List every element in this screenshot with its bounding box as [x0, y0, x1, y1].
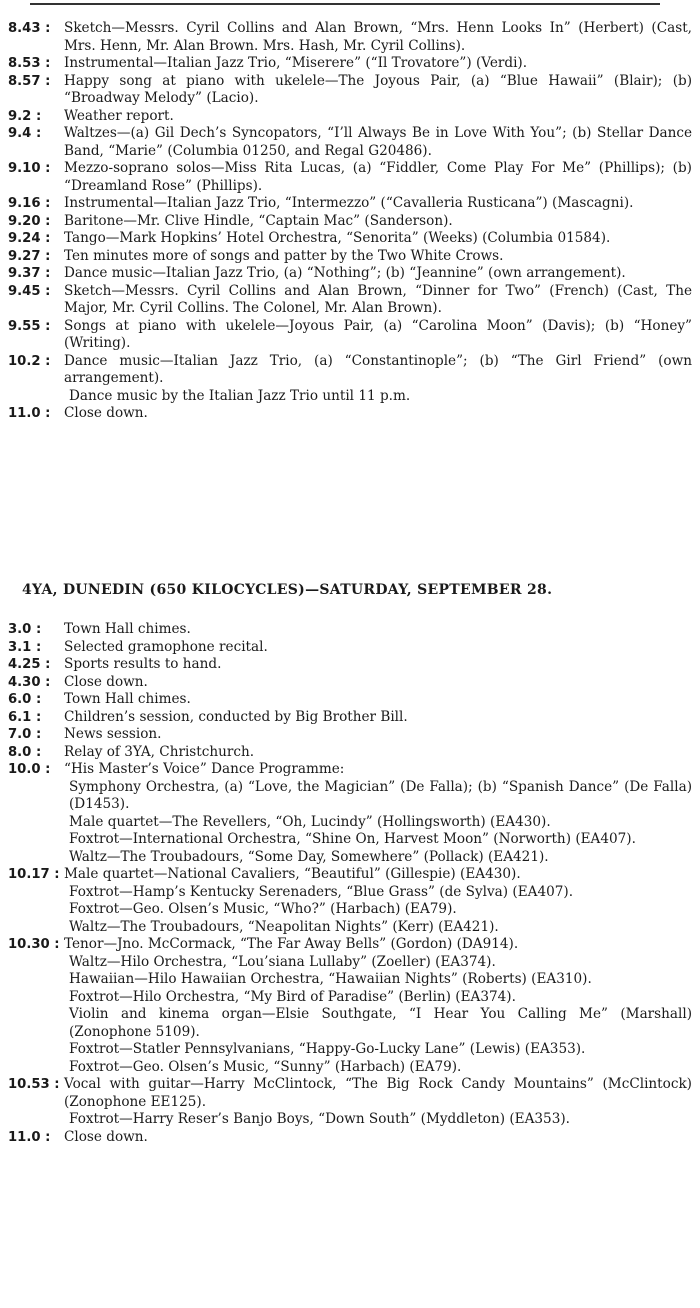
programme-description: Foxtrot—Geo. Olsen’s Music, “Sunny” (Harbach) (EA79). [69, 1058, 462, 1075]
programme-time: 6.0 : [8, 692, 42, 707]
programme-time: 9.37 : [8, 266, 51, 281]
programme-description: Dance music—Italian Jazz Trio, (a) “Nothing”; (b) “Jeannine” (own arrangement). [64, 265, 626, 281]
programme-description: Children’s session, conducted by Big Brother Bill. [64, 708, 408, 725]
programme-item [8, 230, 692, 248]
programme-item [8, 265, 692, 283]
programme-description: Foxtrot—Statler Pennsylvanians, “Happy-Go-Lucky Lane” (Lewis) (EA353). [69, 1041, 586, 1057]
programme-description: Violin and kinema organ—Elsie Southgate, “I Hear You Calling Me” (Marshall) (Zonophone 5109). [69, 1006, 692, 1040]
programme-time: 9.24 : [8, 231, 51, 246]
programme-item [8, 954, 692, 972]
station-heading: 4YA, DUNEDIN (650 KILOCYCLES)—SATURDAY, SEPTEMBER 28. [22, 582, 553, 598]
programme-description: Foxtrot—International Orchestra, “Shine On, Harvest Moon” (Norworth) (EA407). [69, 831, 636, 847]
programme-item [8, 283, 692, 318]
programme-item [8, 318, 692, 353]
programme-item [8, 639, 692, 657]
programme-item [8, 674, 692, 692]
programme-list-part-1 [8, 20, 692, 423]
programme-description: Selected gramophone recital. [64, 638, 268, 655]
programme-description: Foxtrot—Harry Reser’s Banjo Boys, “Down South” (Myddleton) (EA353). [69, 1111, 570, 1127]
programme-description: Vocal with guitar—Harry McClintock, “The Big Rock Candy Mountains” (McClintock) (Zonophone EE125). [64, 1076, 692, 1110]
programme-item [8, 195, 692, 213]
programme-time: 11.0 : [8, 1129, 51, 1145]
programme-description: Waltz—Hilo Orchestra, “Lou’siana Lullaby” (Zoeller) (EA374). [69, 953, 496, 970]
programme-description: Mezzo-soprano solos—Miss Rita Lucas, (a) “Fiddler, Come Play For Me” (Phillips); (b) “Dreamland Rose” (Phillips). [64, 160, 692, 194]
programme-time: 9.10 : [8, 161, 51, 176]
programme-time: 8.57 : [8, 73, 51, 89]
programme-description: Sketch—Messrs. Cyril Collins and Alan Brown, “Mrs. Henn Looks In” (Herbert) (Cast, Mrs. Henn, Mr. Alan Brown. Mrs. Hash, Mr. Cyril Collins). [64, 20, 692, 54]
programme-item [8, 1006, 692, 1041]
programme-description: Ten minutes more of songs and patter by the Two White Crows. [64, 247, 504, 264]
programme-description: Waltz—The Troubadours, “Some Day, Somewhere” (Pollack) (EA421). [69, 848, 549, 865]
programme-item [8, 691, 692, 709]
programme-description: Weather report. [64, 107, 174, 124]
programme-list-4ya [8, 621, 692, 1146]
programme-time: 3.0 : [8, 622, 42, 637]
programme-item [8, 213, 692, 231]
programme-item [8, 108, 692, 126]
programme-description: Sports results to hand. [64, 656, 222, 672]
programme-time: 4.25 : [8, 657, 51, 672]
programme-description: Baritone—Mr. Clive Hindle, “Captain Mac” (Sanderson). [64, 212, 453, 229]
programme-time: 10.53 : [8, 1077, 60, 1092]
programme-time: 9.45 : [8, 283, 51, 299]
programme-time: 9.2 : [8, 108, 42, 124]
programme-description: Town Hall chimes. [64, 621, 191, 637]
programme-item [8, 936, 692, 954]
programme-description: Dance music by the Italian Jazz Trio until 11 p.m. [69, 387, 411, 404]
programme-description: Sketch—Messrs. Cyril Collins and Alan Brown, “Dinner for Two” (French) (Cast, The Major, Mr. Cyril Collins. The Colonel, Mr. Alan Brown). [64, 282, 692, 316]
programme-description: Close down. [64, 673, 148, 690]
programme-item [8, 656, 692, 674]
programme-time: 7.0 : [8, 727, 42, 742]
programme-item [8, 709, 692, 727]
programme-item [8, 866, 692, 884]
programme-item [8, 353, 692, 388]
programme-time: 10.30 : [8, 937, 60, 952]
programme-description: Foxtrot—Hamp’s Kentucky Serenaders, “Blue Grass” (de Sylva) (EA407). [69, 883, 574, 900]
programme-time: 9.16 : [8, 196, 51, 211]
programme-item [8, 1111, 692, 1129]
programme-item [8, 779, 692, 814]
programme-description: Hawaiian—Hilo Hawaiian Orchestra, “Hawaiian Nights” (Roberts) (EA310). [69, 971, 592, 987]
programme-description: Songs at piano with ukelele—Joyous Pair, (a) “Carolina Moon” (Davis); (b) “Honey” (Writing). [64, 317, 692, 351]
programme-description: Foxtrot—Geo. Olsen’s Music, “Who?” (Harbach) (EA79). [69, 901, 457, 917]
programme-item [8, 831, 692, 849]
programme-time: 9.55 : [8, 318, 51, 334]
programme-item [8, 621, 692, 639]
programme-description: “His Master’s Voice” Dance Programme: [64, 761, 345, 777]
programme-item [8, 919, 692, 937]
programme-item [8, 901, 692, 919]
programme-time: 9.27 : [8, 248, 51, 264]
programme-time: 8.43 : [8, 21, 51, 36]
programme-description: Close down. [64, 1128, 148, 1145]
programme-item [8, 814, 692, 832]
programme-item [8, 971, 692, 989]
programme-item [8, 744, 692, 762]
programme-item [8, 248, 692, 266]
programme-item [8, 1076, 692, 1111]
programme-item [8, 884, 692, 902]
programme-item [8, 726, 692, 744]
programme-time: 3.1 : [8, 639, 42, 655]
programme-description: Male quartet—National Cavaliers, “Beautiful” (Gillespie) (EA430). [64, 866, 521, 882]
programme-time: 4.30 : [8, 674, 51, 690]
programme-time: 8.0 : [8, 744, 42, 760]
programme-time: 10.17 : [8, 867, 60, 882]
programme-time: 9.4 : [8, 126, 42, 141]
programme-item [8, 160, 692, 195]
programme-description: Close down. [64, 405, 148, 421]
programme-description: Waltz—The Troubadours, “Neapolitan Nights” (Kerr) (EA421). [69, 918, 499, 935]
programme-item [8, 989, 692, 1007]
programme-item [8, 1059, 692, 1077]
programme-description: News session. [64, 726, 162, 742]
programme-item [8, 1129, 692, 1147]
programme-description: Happy song at piano with ukelele—The Joyous Pair, (a) “Blue Hawaii” (Blair); (b) “Broadway Melody” (Lacio). [64, 72, 692, 106]
programme-description: Dance music—Italian Jazz Trio, (a) “Constantinople”; (b) “The Girl Friend” (own arrangement). [64, 352, 692, 386]
programme-item [8, 849, 692, 867]
programme-description: Waltzes—(a) Gil Dech’s Syncopators, “I’ll Always Be in Love With You”; (b) Stellar Dance Band, “Marie” (Columbia 01250, and Regal G20486). [64, 125, 692, 159]
programme-time: 6.1 : [8, 709, 42, 725]
programme-time: 8.53 : [8, 56, 51, 71]
programme-description: Symphony Orchestra, (a) “Love, the Magician” (De Falla); (b) “Spanish Dance” (De Falla) (D1453). [69, 778, 692, 812]
programme-item [8, 73, 692, 108]
programme-item [8, 125, 692, 160]
programme-description: Instrumental—Italian Jazz Trio, “Miserere” (“Il Trovatore”) (Verdi). [64, 55, 528, 71]
programme-description: Foxtrot—Hilo Orchestra, “My Bird of Paradise” (Berlin) (EA374). [69, 988, 516, 1005]
programme-time: 9.20 : [8, 213, 51, 229]
programme-time: 10.2 : [8, 353, 51, 369]
programme-description: Relay of 3YA, Christchurch. [64, 743, 255, 760]
programme-item [8, 761, 692, 779]
programme-description: Male quartet—The Revellers, “Oh, Lucindy” (Hollingsworth) (EA430). [69, 813, 551, 830]
programme-description: Instrumental—Italian Jazz Trio, “Intermezzo” (“Cavalleria Rusticana”) (Mascagni). [64, 195, 634, 211]
programme-item [8, 55, 692, 73]
programme-description: Tenor—Jno. McCormack, “The Far Away Bells” (Gordon) (DA914). [64, 936, 519, 952]
programme-item [8, 20, 692, 55]
programme-item [8, 388, 692, 406]
programme-description: Town Hall chimes. [64, 691, 191, 707]
programme-item [8, 1041, 692, 1059]
programme-description: Tango—Mark Hopkins’ Hotel Orchestra, “Senorita” (Weeks) (Columbia 01584). [64, 230, 611, 246]
programme-item [8, 405, 692, 423]
top-rule [30, 3, 660, 5]
programme-time: 10.0 : [8, 762, 51, 777]
programme-time: 11.0 : [8, 406, 51, 421]
